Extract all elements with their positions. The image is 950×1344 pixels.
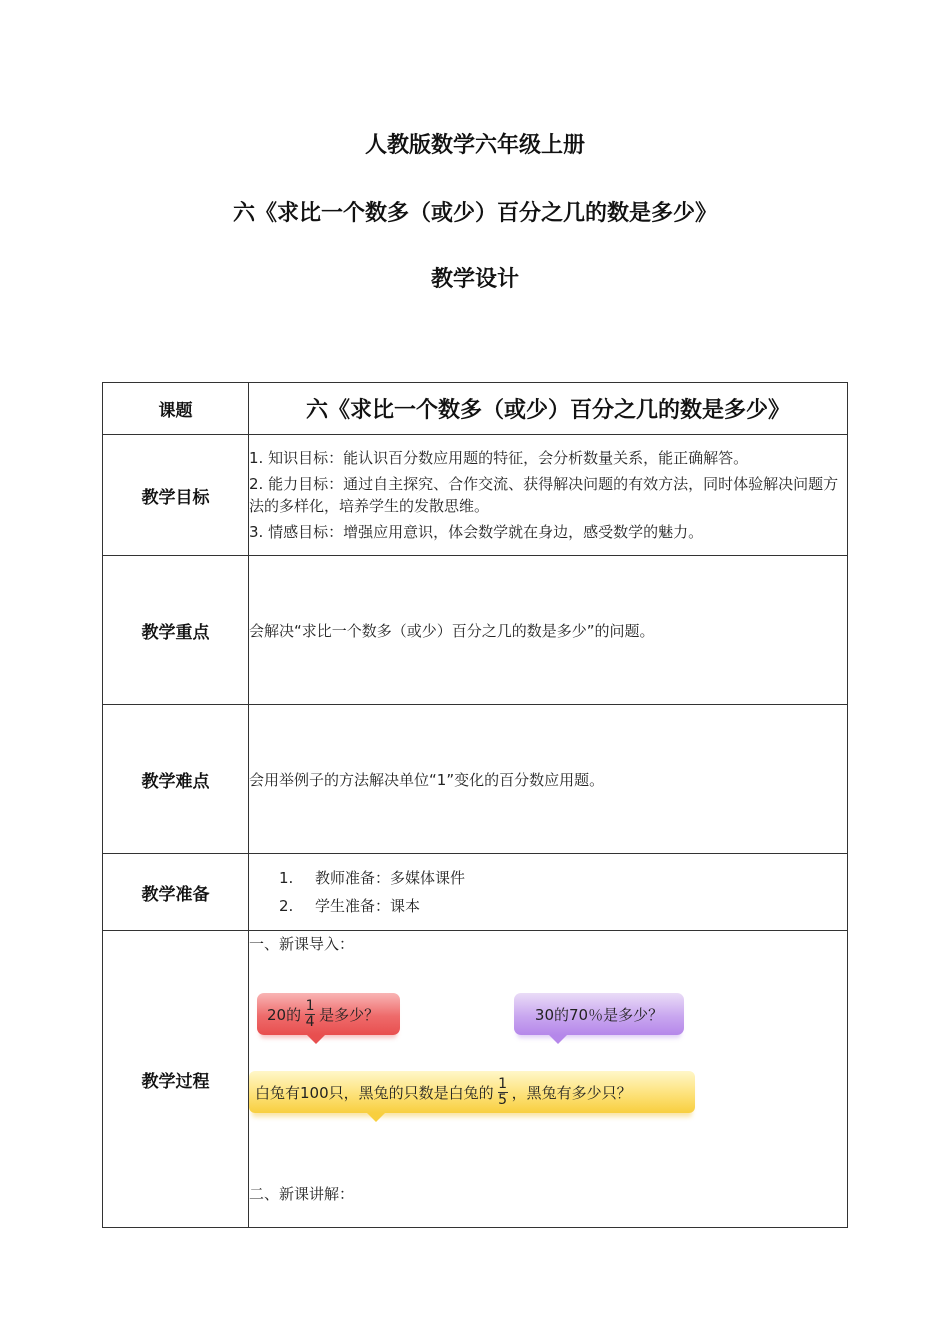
prep-text: 教师准备：多媒体课件 xyxy=(315,869,466,887)
prep-item xyxy=(249,864,847,892)
fraction-numerator: 1 xyxy=(305,997,315,1014)
lesson-plan-table xyxy=(102,382,848,1228)
difficulty-value: 会用举例子的方法解决单位“1”变化的百分数应用题。 xyxy=(249,705,848,854)
row-objectives xyxy=(103,435,848,556)
topic-label: 课题 xyxy=(103,383,249,435)
fraction xyxy=(305,999,315,1030)
prep-item xyxy=(249,892,847,920)
question-bubble-purple xyxy=(514,993,684,1035)
objective-item: 1. 知识目标：能认识百分数应用题的特征，会分析数量关系，能正确解答。 xyxy=(249,449,749,467)
row-preparation xyxy=(103,854,848,931)
doc-title-line1: 人教版数学六年级上册 xyxy=(364,133,585,158)
fraction-denominator: 5 xyxy=(498,1091,508,1108)
row-keypoint xyxy=(103,556,848,705)
question-bubble-yellow xyxy=(249,1071,695,1113)
row-topic xyxy=(103,383,848,435)
bubble-red-suffix: 是多少？ xyxy=(319,1005,380,1024)
preparation-label: 教学准备 xyxy=(103,854,249,931)
prep-number: 2. xyxy=(279,897,294,915)
objective-item: 2. 能力目标：通过自主探究、合作交流、获得解决问题的有效方法，同时体验解决问题方法的多样化，培养学生的发散思维。 xyxy=(249,475,839,515)
topic-value: 六《求比一个数多（或少）百分之几的数是多少》 xyxy=(305,398,790,423)
process-content xyxy=(249,931,847,1223)
keypoint-value: 会解决“求比一个数多（或少）百分之几的数是多少”的问题。 xyxy=(249,556,848,705)
objective-item: 3. 情感目标：增强应用意识，体会数学就在身边，感受数学的魅力。 xyxy=(249,523,704,541)
section-intro-heading: 一、新课导入： xyxy=(249,935,355,953)
doc-title-line3: 教学设计 xyxy=(430,267,519,292)
objectives-label: 教学目标 xyxy=(103,435,249,556)
bubble-yellow-suffix: ，黑兔有多少只？ xyxy=(511,1083,632,1102)
row-process xyxy=(103,931,848,1228)
difficulty-label: 教学难点 xyxy=(103,705,249,854)
process-cell xyxy=(249,931,848,1228)
bubble-purple-text: 30的70％是多少？ xyxy=(534,1005,664,1024)
preparation-cell xyxy=(249,854,848,931)
process-label: 教学过程 xyxy=(103,931,249,1228)
doc-title-line2: 六《求比一个数多（或少）百分之几的数是多少》 xyxy=(232,201,717,226)
row-difficulty xyxy=(103,705,848,854)
section-lecture-heading: 二、新课讲解： xyxy=(249,1185,355,1203)
fraction xyxy=(498,1077,508,1108)
fraction-numerator: 1 xyxy=(498,1075,508,1092)
topic-cell xyxy=(249,383,848,435)
prep-number: 1. xyxy=(279,869,294,887)
question-bubble-red xyxy=(257,993,400,1035)
bubble-yellow-prefix: 白兔有100只，黑兔的只数是白兔的 xyxy=(255,1083,494,1102)
keypoint-label: 教学重点 xyxy=(103,556,249,705)
bubble-red-tail xyxy=(307,1035,325,1044)
bubble-red-prefix: 20的 xyxy=(267,1005,302,1024)
bubble-purple-tail xyxy=(549,1035,567,1044)
fraction-denominator: 4 xyxy=(305,1013,315,1030)
prep-text: 学生准备：课本 xyxy=(315,897,421,915)
bubble-yellow-tail xyxy=(367,1113,385,1122)
objectives-cell xyxy=(249,435,848,556)
